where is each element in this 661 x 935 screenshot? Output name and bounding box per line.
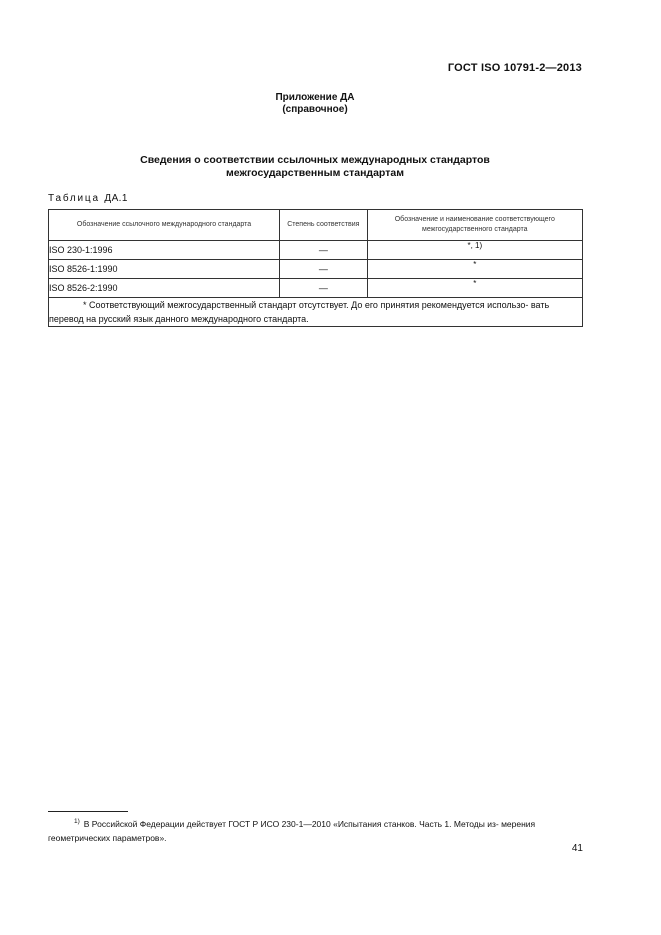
standards-table bbox=[48, 209, 583, 327]
table-note bbox=[49, 298, 583, 327]
cell-degree: — bbox=[280, 260, 368, 279]
cell-reference: *, 1) bbox=[367, 241, 582, 260]
section-title-line1: Сведения о соответствии ссылочных международных стандартов bbox=[140, 154, 490, 166]
page-number: 41 bbox=[571, 843, 583, 854]
footnote-divider bbox=[48, 811, 128, 812]
cell-reference: * bbox=[367, 279, 582, 298]
footnote bbox=[48, 815, 583, 845]
annex-subtitle: (справочное) bbox=[282, 104, 348, 115]
table-label-word: Таблица bbox=[48, 193, 100, 204]
cell-degree: — bbox=[280, 241, 368, 260]
cell-degree: — bbox=[280, 279, 368, 298]
table-row bbox=[49, 279, 583, 298]
cell-reference: * bbox=[367, 260, 582, 279]
section-title-line2: межгосударственным стандартам bbox=[226, 167, 404, 179]
header-degree: Степень соответствия bbox=[280, 210, 368, 241]
header-designation: Обозначение ссылочного международного стандарта bbox=[49, 210, 280, 241]
table-note-text: * Соответствующий межгосударственный стандарт отсутствует. До его принятия рекомендуется использо- вать перевод на русский язык данного международного стандарта. bbox=[49, 300, 550, 324]
footnote-marker: 1) bbox=[74, 818, 80, 825]
table-row bbox=[49, 260, 583, 279]
cell-designation: ISO 8526-2:1990 bbox=[49, 279, 280, 298]
cell-designation: ISO 8526-1:1990 bbox=[49, 260, 280, 279]
table-note-row bbox=[49, 298, 583, 327]
table-label-number: ДА.1 bbox=[104, 193, 128, 204]
table-row bbox=[49, 241, 583, 260]
cell-designation: ISO 230-1:1996 bbox=[49, 241, 280, 260]
header-interstate-standard: Обозначение и наименование соответствующего межгосударственного стандарта bbox=[367, 210, 582, 241]
footnote-text: В Российской Федерации действует ГОСТ Р ИСО 230-1—2010 «Испытания станков. Часть 1. Методы из- мерения геометрических параметров». bbox=[48, 818, 536, 843]
table-label bbox=[48, 193, 128, 204]
annex-title: Приложение ДА bbox=[275, 92, 355, 103]
table-header-row bbox=[49, 210, 583, 241]
document-code: ГОСТ ISO 10791-2—2013 bbox=[447, 62, 582, 74]
